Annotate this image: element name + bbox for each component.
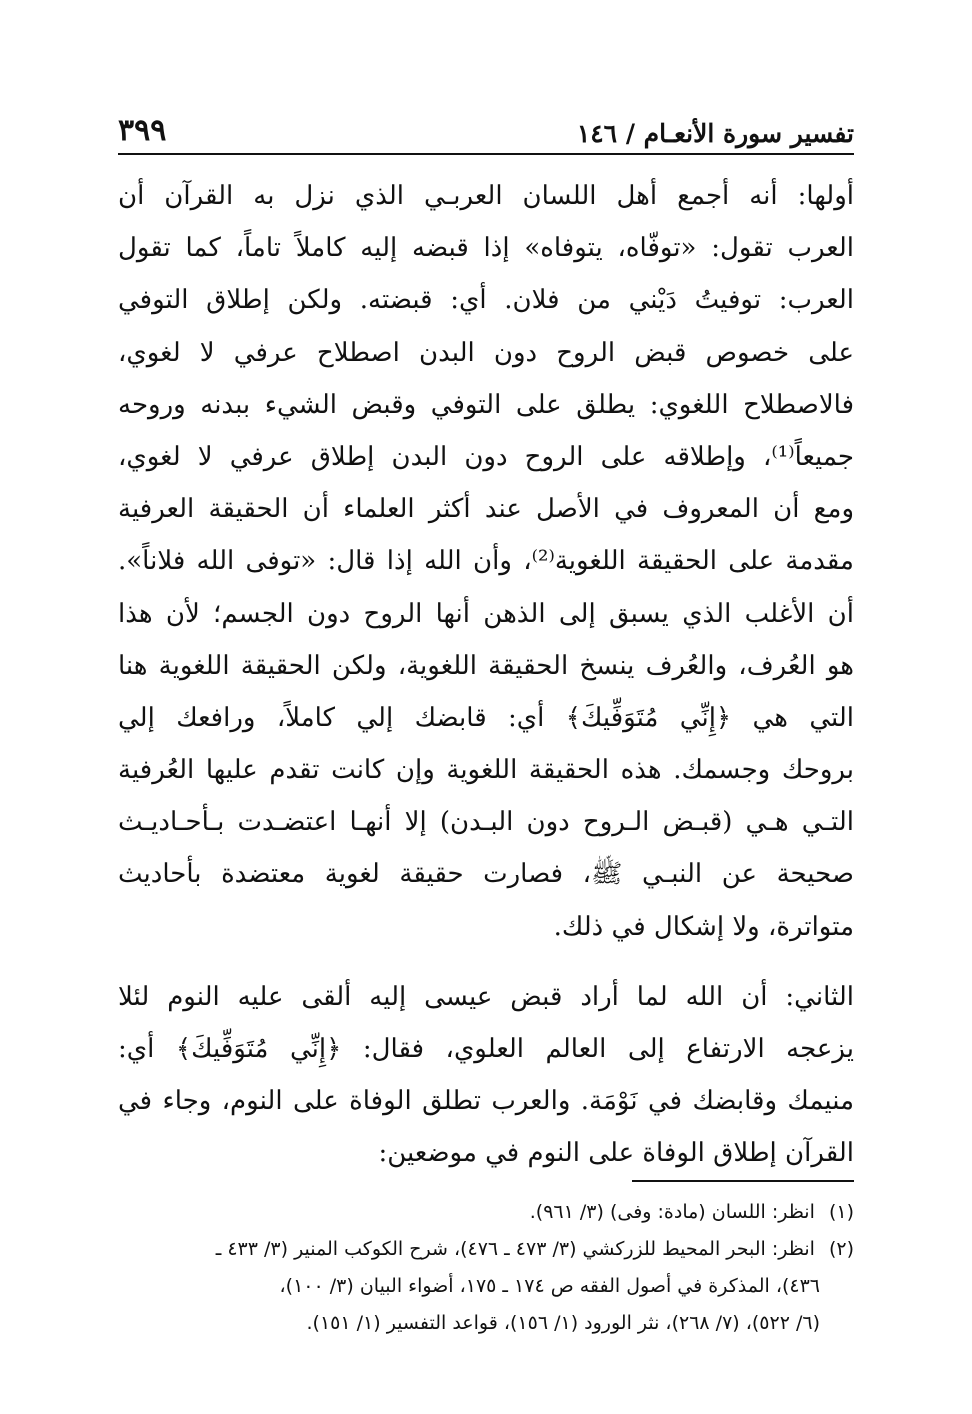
text-line: يزعجه الارتفاع إلى العالم العلوي، فقال: ﴿إِنِّي مُتَوَفِّيكَ﴾ أي: [118,1034,854,1064]
text-line: منيمك وقابضك في نَوْمَة. والعرب تطلق الوفاة على النوم، وجاء في [118,1086,854,1117]
text-line: متواترة، ولا إشكال في ذلك. [553,911,854,942]
footnote-rule [632,1180,854,1182]
text-line: هو العُرف، والعُرف ينسخ الحقيقة اللغوية، ولكن الحقيقة اللغوية هنا [118,650,854,681]
footnote-2-continuation: (٦/ ٥٢٢)، (٧/ ٢٦٨)، نثر الورود (١/ ١٥٦)، قواعد التفسير (١/ ١٥١). [306,1312,820,1334]
text-line: بروحك وجسمك. هذه الحقيقة اللغوية وإن كانت تقدم عليها العُرفية [118,755,854,786]
text-line: أن الأغلب الذي يسبق إلى الذهن أنها الروح دون الجسم؛ لأن هذا [118,598,854,629]
footnote-2-continuation: ٤٣٦)، المذكرة في أصول الفقه ص ١٧٤ ـ ١٧٥، أضواء البيان (٣/ ١٠٠)، [279,1275,820,1297]
text-line: التـي هـي (قبـض الـروح دون البـدن) إلا أنهـا اعتضـدت بـأحـاديـث [118,807,854,838]
header-rule [118,153,854,155]
text-line: العرب تقول: «توفّاه، يتوفاه» إذا قبضه إليه كاملاً تاماً، كما تقول [118,233,854,264]
footnotes [118,1194,854,1342]
footnote-number: (١) [828,1201,854,1223]
text-line: الثاني: أن الله لما أراد قبض عيسى إليه ألقى عليه النوم لئلا [118,981,854,1012]
text-line: العرب: توفيتُ دَيْني من فلان. أي: قبضته. ولكن إطلاق التوفي [118,285,854,316]
text-line: صحيحة عن النبـي ﷺ، فصارت حقيقة لغوية معتضدة بأحاديث [118,859,854,890]
paragraph-second [118,971,854,1180]
footnote-1 [118,1194,854,1231]
page-number: ٣٩٩ [118,113,167,148]
text-line: ومع أن المعروف في الأصل عند أكثر العلماء أن الحقيقة العرفية [118,494,854,525]
text-line: التي هي ﴿إِنِّي مُتَوَفِّيكَ﴾ أي: قابضك إلي كاملاً، ورافعك إلي [118,702,854,733]
footnote-text: انظر: البحر المحيط للزركشي (٣/ ٤٧٣ ـ ٤٧٦)، شرح الكوكب المنير (٣/ ٤٣٣ ـ [215,1238,815,1260]
paragraph-first [118,170,854,953]
text-line: فالاصطلاح اللغوي: يطلق على التوفي وقبض الشيء ببدنه وروحه [118,389,854,420]
footnote-number: (٢) [828,1238,854,1260]
text-line: مقدمة على الحقيقة اللغوية⁽²⁾، وأن الله إذا قال: «توفى الله فلاناً». [118,546,854,577]
text-line: جميعاً⁽¹⁾، وإطلاقه على الروح دون البدن إطلاق عرفي لا لغوي، [118,441,854,472]
text-line: القرآن إطلاق الوفاة على النوم في موضعين: [378,1138,854,1169]
footnote-text: انظر: اللسان (مادة: وفى) (٣/ ٩٦١). [529,1201,815,1223]
running-title: تفسير سورة الأنعـام / ١٤٦ [576,119,854,148]
paragraph-gap [118,953,854,971]
text-line: على خصوص قبض الروح دون البدن اصطلاح عرفي لا لغوي، [118,337,854,368]
footnote-2 [118,1231,854,1268]
main-text [118,170,854,1180]
text-line: أولها: أنه أجمع أهل اللسان العربـي الذي نزل به القرآن أن [118,181,854,211]
running-head [118,100,854,148]
